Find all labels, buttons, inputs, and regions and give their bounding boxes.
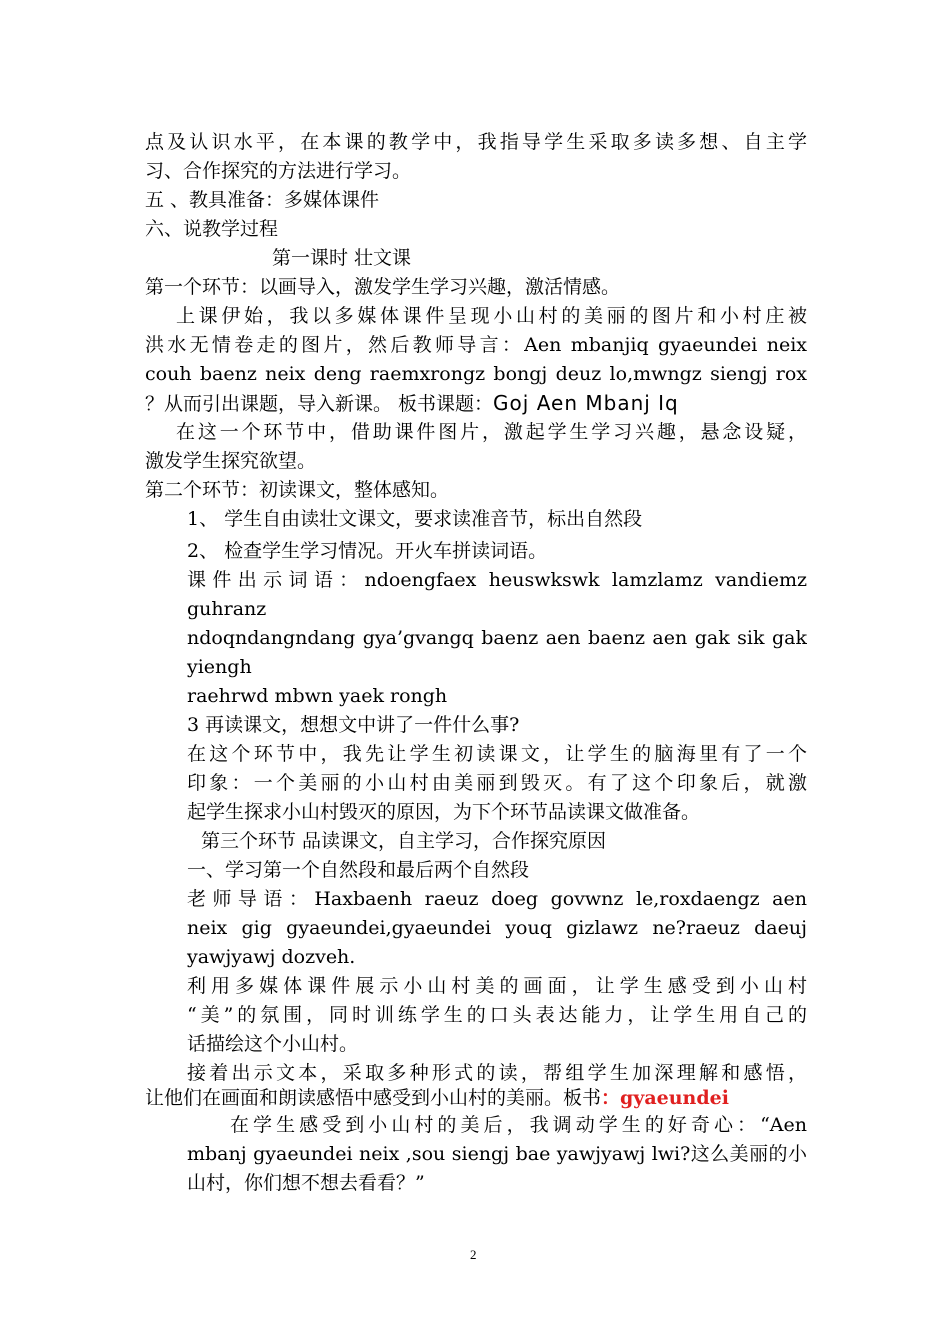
section-heading: 一、学习第一个自然段和最后两个自然段 [187,859,530,881]
text-line: 话描绘这个小山村。 [187,1033,359,1055]
text-line: 习、合作探究的方法进行学习。 [145,160,412,182]
text-line: yawjyawj dozveh. [187,946,356,968]
text-line: 印象：一个美丽的小山村由美丽到毁灭。有了这个印象后，就激 [187,772,807,794]
text-span: ？从而引出课题，导入新课。 板书课题： [145,393,494,415]
board-keyword: ：gyaeundei [601,1087,729,1109]
text-line: guhranz [187,598,267,620]
text-line: 点及认识水平，在本课的教学中，我指导学生采取多读多想、自主学 [145,131,807,153]
page-number: 2 [470,1247,477,1262]
text-line: 山村，你们想不想去看看？” [187,1172,425,1194]
lesson-heading: 第一课时 壮文课 [272,247,412,269]
step-heading: 第三个环节 品读课文，自主学习，合作探究原因 [201,830,607,852]
text-line: 老师导语：Haxbaenh raeuz doeg govwnz le,roxdaengz aen [187,888,807,910]
list-item: 1、 学生自由读壮文课文，要求读准音节，标出自然段 [187,508,643,530]
text-line: couh baenz neix deng raemxrongz bongj deuz lo,mwngz siengj rox [145,363,807,385]
text-line: 洪水无情卷走的图片，然后教师导言：Aen mbanjiq gyaeundei neix [145,334,807,356]
text-line [145,389,679,418]
section-heading: 六、说教学过程 [145,218,279,240]
text-line: 在这个环节中，我先让学生初读课文，让学生的脑海里有了一个 [187,743,807,765]
text-line: raehrwd mbwn yaek rongh [187,685,448,707]
text-line: 3 再读课文，想想文中讲了一件什么事? [187,714,520,736]
text-line: ndoqndangndang gya’gvangq baenz aen baenz aen gak sik gak [187,627,807,649]
text-line: 上课伊始，我以多媒体课件呈现小山村的美丽的图片和小村庄被 [176,305,807,327]
list-item: 2、 检查学生学习情况。开火车拼读词语。 [187,540,548,562]
text-span: 让他们在画面和朗读感悟中感受到小山村的美丽。板书 [145,1087,602,1109]
text-line: yiengh [187,656,252,678]
text-line: 接着出示文本，采取多种形式的读，帮组学生加深理解和感悟， [187,1062,807,1084]
text-line: 在这一个环节中，借助课件图片，激起学生学习兴趣，悬念设疑， [176,421,807,443]
text-line [145,1084,729,1113]
step-heading: 第二个环节：初读课文，整体感知。 [145,479,450,501]
text-line: 起学生探求小山村毁灭的原因，为下个环节品读课文做准备。 [187,801,701,823]
step-heading: 第一个环节：以画导入，激发学生学习兴趣，激活情感。 [145,276,621,298]
text-line: 利用多媒体课件展示小山村美的画面，让学生感受到小山村 [187,975,807,997]
section-heading: 五 、教具准备：多媒体课件 [145,189,380,211]
text-line: “美”的氛围，同时训练学生的口头表达能力，让学生用自己的 [187,1004,807,1026]
text-line: 在学生感受到小山村的美后，我调动学生的好奇心：“Aen [230,1114,807,1136]
text-line: 课件出示词语：ndoengfaex heuswkswk lamzlamz vandiemz [187,569,807,591]
text-line: mbanj gyaeundei neix ,sou siengj bae yawjyawj lwi?这么美丽的小 [187,1143,807,1165]
text-line: 激发学生探究欲望。 [145,450,317,472]
board-title: Goj Aen Mbanj Iq [493,391,679,415]
text-line: neix gig gyaeundei,gyaeundei youq gizlawz ne?raeuz daeuj [187,917,807,939]
